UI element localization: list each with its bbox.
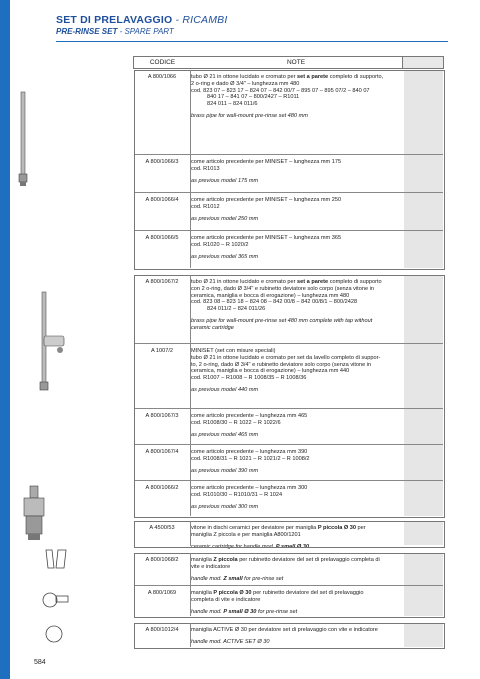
row-code: A 800/1067/4 [145, 449, 179, 455]
table-group-4 [134, 553, 445, 618]
row-note: maniglia P piccola Ø 30 per rubinetto deviatore del set di prelavaggio completa di vite e indicatore handle mod. P small Ø 30 for pre-rinse set [191, 590, 364, 615]
row-code: A 1007/2 [150, 348, 174, 354]
pipe-with-tap-illustration [30, 290, 70, 400]
handle-p-illustration [40, 588, 70, 610]
column-header-blank [403, 56, 444, 69]
header-divider [56, 41, 448, 42]
column-divider [190, 553, 191, 616]
row-note: come articolo precedente – lunghezza mm 390 cod. R1008/31 – R 1021 – R 1021/2 – R 1008/2 as previous model 390 mm [191, 449, 310, 474]
row-note: come articolo precedente – lunghezza mm 465 cod. R1008/30 – R 1022 – R 1022/6 as previous model 465 mm [191, 413, 308, 438]
column-divider [190, 623, 191, 647]
row-note: come articolo precedente – lunghezza mm 300 cod. R1010/30 – R1010/31 – R 1024 as previous model 300 mm [191, 485, 308, 510]
column-divider [190, 275, 191, 516]
row-code: A 800/1066/5 [145, 235, 179, 241]
ceramic-cartridge-illustration [18, 484, 54, 544]
column-divider [190, 70, 191, 268]
page-title: SET DI PRELAVAGGIO - RICAMBI [56, 14, 228, 26]
row-code: A 800/1067/2 [145, 279, 179, 285]
row-note: tubo Ø 21 in ottone lucidato e cromato per set a parete completo di supporto, 2 o-ring e dado Ø 3/4" – lunghezza mm 480 cod. 823 07 – 823 17 – 824 07 – 842 00/7 – 895 07 – 895 07/2 – 840 07 840 17 – 841 07 – 800/2427 – R1011 824 011 – 824 011/6 brass pipe for wall-mount pre-rinse set 480 mm [191, 74, 384, 119]
row-note: maniglia Z piccola per rubinetto deviatore del set di prelavaggio completa di vite e indicatore handle mod. Z small for pre-rinse set [191, 557, 380, 582]
table-header [133, 56, 443, 68]
table-group-3 [134, 521, 445, 548]
row-note: come articolo precedente per MINISET – lunghezza mm 250 cod. R1012 as previous model 250 mm [191, 197, 342, 222]
row-note: MINISET (set con misure speciali) tubo Ø 21 in ottone lucidato e cromato per set da lavello completo di suppor- to, 2 o-ring, dado Ø 3/4" e rubinetto deviatore solo corpo (senza vitone in ceramica, maniglia e bocca di erogazione) – lunghezza mm 440 cod. R1007 – R1008 – R 1008/35 – R 1008/36 as previous model 440 mm [191, 348, 381, 393]
pipe-illustration [14, 90, 34, 190]
column-divider [190, 521, 191, 546]
row-note: tubo Ø 21 in ottone lucidato e cromato per set a parete completo di supporto con 2 o-ring, dado Ø 3/4" e rubinetto deviatore solo corpo (senza vitone in ceramica, maniglia e bocca di erogazione) – lunghezza mm 480 cod. 823 08 – 823 18 – 824 08 – 842 00/8 – 842 00/8/1 – 800/2428 824 011/2 – 824 011/26 brass pipe for wall-mount pre-rinse set 480 mm complete with tap without ceramic cartridge [191, 279, 382, 331]
table-group-5 [134, 623, 445, 649]
row-note: come articolo precedente per MINISET – lunghezza mm 175 cod. R1013 as previous model 175 mm [191, 159, 342, 184]
column-header-code: CODICE [133, 56, 192, 69]
page-number: 584 [34, 659, 46, 666]
handle-active-illustration [40, 622, 70, 644]
handle-z-illustration [44, 548, 70, 570]
row-code: A 800/1067/3 [145, 413, 179, 419]
row-note: vitone in dischi ceramici per deviatore per maniglia P piccola Ø 30 per maniglia Z piccola e per maniglia A800/1201 ceramic cartridge for handle mod. P small Ø 30 [191, 525, 366, 550]
row-code: A 800/1066 [147, 74, 177, 80]
row-note: maniglia ACTIVE Ø 30 per deviatore set di prelavaggio con vite e indicatore handle mod. ACTIVE SET Ø 30 [191, 627, 378, 645]
table-group-2 [134, 275, 445, 518]
row-code: A 800/1066/3 [145, 159, 179, 165]
row-code: A 800/1012/4 [145, 627, 179, 633]
row-note: come articolo precedente per MINISET – lunghezza mm 365 cod. R1020 – R 1020/2 as previous model 365 mm [191, 235, 342, 260]
column-header-note: NOTE [190, 56, 403, 69]
row-code: A 4500/53 [149, 525, 175, 531]
side-color-bar [0, 0, 10, 679]
row-code: A 800/1068/2 [145, 557, 179, 563]
row-code: A 800/1069 [147, 590, 177, 596]
table-group-1 [134, 70, 445, 270]
page-subtitle: PRE-RINSE SET - SPARE PART [56, 27, 174, 36]
row-code: A 800/1066/4 [145, 197, 179, 203]
page-header [56, 14, 448, 40]
row-code: A 800/1066/2 [145, 485, 179, 491]
